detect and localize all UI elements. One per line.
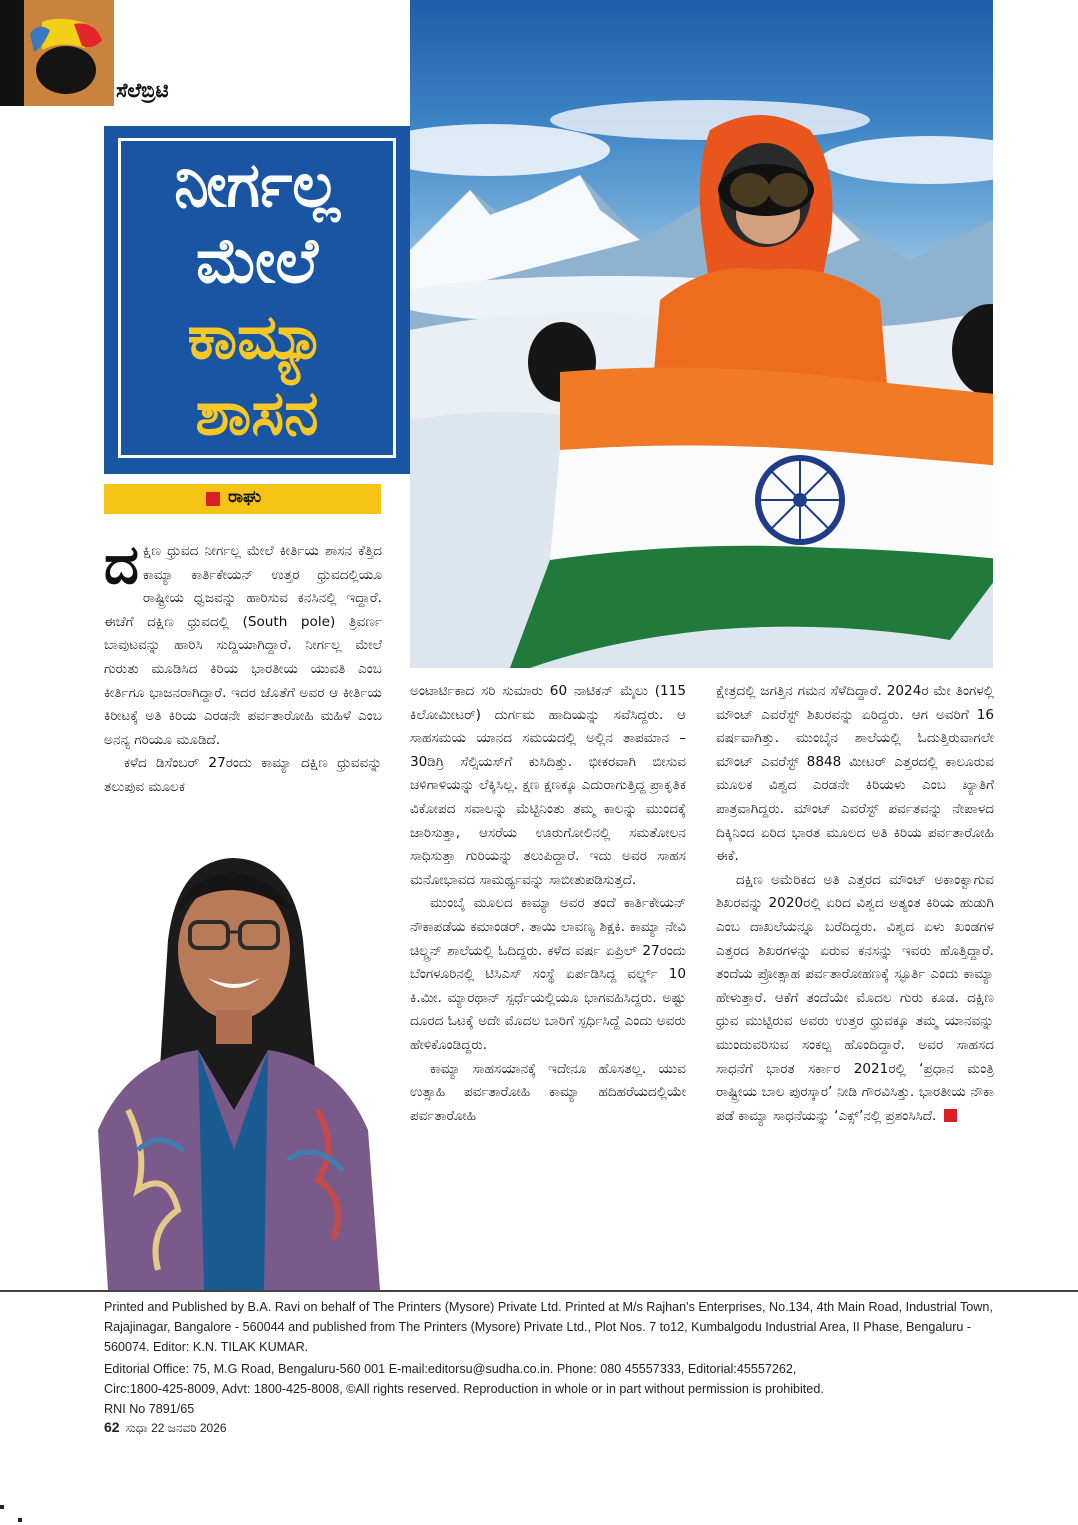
imprint-editorial-office: Editorial Office: 75, M.G Road, Bengaluru-560 001 E-mail:editorsu@sudha.co.in. Phone: 080 45557333, Editorial:45557262, bbox=[104, 1362, 797, 1376]
drop-cap: ದ bbox=[104, 533, 139, 596]
print-imprint bbox=[104, 1297, 994, 1419]
headline-line-1: ನೀರ್ಗಲ್ಲ bbox=[174, 148, 340, 221]
paragraph: ಕಳೆದ ಡಿಸೆಂಬರ್ 27ರಂದು ಕಾಮ್ಯಾ ದಕ್ಷಿಣ ಧ್ರುವವನ್ನು ತಲುಪುವ ಮೂಲಕ bbox=[104, 755, 382, 795]
author-name: ರಾಘು bbox=[228, 487, 262, 507]
article-column-1 bbox=[104, 533, 382, 800]
paragraph bbox=[104, 533, 382, 752]
red-square-icon bbox=[944, 1109, 957, 1122]
crop-mark bbox=[0, 1505, 4, 1509]
article-column-3 bbox=[716, 680, 994, 1128]
article-column-2 bbox=[410, 680, 686, 1128]
headline-block bbox=[104, 126, 410, 474]
page-folio bbox=[104, 1419, 227, 1436]
footer-rule bbox=[0, 1290, 1078, 1292]
hero-photo-mountaineer-with-flag bbox=[410, 0, 993, 668]
paragraph-text: ದಕ್ಷಿಣ ಅಮೆರಿಕದ ಅತಿ ಎತ್ತರದ ಮೌಂಟ್ ಅಕಾಂಕ್ವಾಗುವ ಶಿಖರವನ್ನು 2020ರಲ್ಲಿ ಏರಿದ ವಿಶ್ವದ ಅತ್ಯಂತ ಕಿರಿಯ ಹುಡುಗಿ ಎಂಬ ದಾಖಲೆಯನ್ನೂ ಬರೆದಿದ್ದರು. ವಿಶ್ವದ ಏಳು ಖಂಡಗಳ ಎತ್ತರದ ಶಿಖರಗಳನ್ನು ಏರುವ ಕನಸನ್ನು ಇವರು ಹೊತ್ತಿದ್ದಾರೆ. ತಂದೆಯ ಪ್ರೋತ್ಸಾಹ ಪರ್ವತಾರೋಹಣಕ್ಕೆ ಸ್ಫೂರ್ತಿ ಎಂದು ಕಾಮ್ಯಾ ಹೇಳುತ್ತಾರೆ. ಆಕೆಗೆ ತಂದೆಯೇ ಮೊದಲ ಗುರು ಕೂಡ. ದಕ್ಷಿಣ ಧ್ರುವ ಮುಟ್ಟಿರುವ ಅವರು ಉತ್ತರ ಧ್ರುವಕ್ಕೂ ತಮ್ಮ ಯಾನವನ್ನು ಮುಂದುವರಿಸುವ ಸಂಕಲ್ಪ ಹೊಂದಿದ್ದಾರೆ. ಅವರ ಸಾಹಸದ ಸಾಧನೆಗೆ ಭಾರತ ಸರ್ಕಾರ 2021ರಲ್ಲಿ ‘ಪ್ರಧಾನ ಮಂತ್ರಿ ರಾಷ್ಟ್ರೀಯ ಬಾಲ ಪುರಸ್ಕಾರ’ ನೀಡಿ ಗೌರವಿಸಿತ್ತು. ಭಾರತೀಯ ನೌಕಾ ಪಡೆ ಕಾಮ್ಯಾ ಸಾಧನೆಯನ್ನು ‘ಎಕ್ಸ್’ನಲ್ಲಿ ಪ್ರಶಂಸಿಸಿದೆ. bbox=[716, 871, 994, 1124]
headline-line-4: ಶಾಸನ bbox=[195, 376, 319, 449]
red-square-icon bbox=[206, 492, 220, 506]
magazine-date: ಸುಧಾ 22 ಜನವರಿ 2026 bbox=[125, 1421, 227, 1435]
imprint-rni: RNI No 7891/65 bbox=[104, 1402, 195, 1416]
sudha-logo-icon bbox=[24, 0, 114, 106]
paragraph bbox=[716, 869, 994, 1129]
paragraph: ಕ್ಷೇತ್ರದಲ್ಲಿ ಜಗತ್ತಿನ ಗಮನ ಸೆಳೆದಿದ್ದಾರೆ. 2024ರ ಮೇ ತಿಂಗಳಲ್ಲಿ ಮೌಂಟ್ ಎವರೆಸ್ಟ್ ಶಿಖರವನ್ನು ಏರಿದ್ದರು. ಆಗ ಅವರಿಗೆ 16 ವರ್ಷವಾಗಿತ್ತು. ಮುಂಬೈನ ಶಾಲೆಯಲ್ಲಿ ಓದುತ್ತಿರುವಾಗಲೇ ಮೌಂಟ್ ಎವರೆಸ್ಟ್ 8848 ಮೀಟರ್ ಎತ್ತರದಲ್ಲಿ ಕಾಲೂರುವ ಮೂಲಕ ವಿಶ್ವದ ಎರಡನೇ ಕಿರಿಯಳು ಎಂಬ ಖ್ಯಾತಿಗೆ ಪಾತ್ರವಾಗಿದ್ದರು. ಮೌಂಟ್ ಎವರೆಸ್ಟ್ ಪರ್ವತವನ್ನು ನೇಪಾಳದ ದಿಕ್ಕಿನಿಂದ ಏರಿದ ಭಾರತ ಮೂಲದ ಅತಿ ಕಿರಿಯ ಪರ್ವತಾರೋಹಿ ಈಕೆ. bbox=[716, 683, 994, 865]
byline-bar bbox=[104, 484, 381, 514]
paragraph: ಅಂಟಾರ್ಟಿಕಾದ ಸರಿ ಸುಮಾರು 60 ನಾಟಿಕನ್ ಮೈಲು (115 ಕಿಲೋಮೀಟರ್) ದುರ್ಗಮ ಹಾದಿಯನ್ನು ಸವೆಸಿದ್ದರು. ಆ ಸಾಹಸಮಯ ಯಾನದ ಸಮಯದಲ್ಲಿ ಅಲ್ಲಿನ ತಾಪಮಾನ –30ಡಿಗ್ರಿ ಸೆಲ್ಸಿಯಸ್‌ಗೆ ಕುಸಿದಿತ್ತು. ಭೀಕರವಾಗಿ ಬೀಸುವ ಚಳಿಗಾಳಿಯನ್ನು ಲೆಕ್ಕಿಸಿಲ್ಲ. ಕ್ಷಣ ಕ್ಷಣಕ್ಕೂ ಎದುರಾಗುತ್ತಿದ್ದ ಪ್ರಾಕೃತಿಕ ವಿಕೋಪದ ಸವಾಲನ್ನು ಮೆಟ್ಟಿನಿಂತು ತಮ್ಮ ಕಾಲನ್ನು ಮುಂದಕ್ಕೆ ಜಾರಿಸುತ್ತಾ, ಆಸರೆಯ ಊರುಗೋಲಿನಲ್ಲಿ ಸಮತೋಲನ ಸಾಧಿಸುತ್ತಾ ಗುರಿಯನ್ನು ತಲುಪಿದ್ದಾರೆ. ಇದು ಅವರ ಸಾಹಸ ಮನೋಭಾವದ ಸಾಮರ್ಥ್ಯವನ್ನು ಸಾಬೀತುಪಡಿಸುತ್ತದೆ. bbox=[410, 683, 686, 888]
paragraph: ಮುಂಬೈ ಮೂಲದ ಕಾಮ್ಯಾ ಅವರ ತಂದೆ ಕಾರ್ತಿಕೇಯನ್ ನೌಕಾಪಡೆಯ ಕಮಾಂಡರ್. ತಾಯಿ ಲಾವಣ್ಯ ಶಿಕ್ಷಕಿ. ಕಾಮ್ಯಾ ನೇವಿ ಚಿಲ್ಡ್ರನ್ ಶಾಲೆಯಲ್ಲಿ ಓದಿದ್ದರು. ಕಳೆದ ವರ್ಷ ಏಪ್ರಿಲ್ 27ರಂದು ಬೆಂಗಳೂರಿನಲ್ಲಿ ಟಿಸಿಎಸ್ ಸಂಸ್ಥೆ ಏರ್ಪಡಿಸಿದ್ದ ವರ್ಲ್ಡ್ 10 ಕಿ.ಮೀ. ಮ್ಯಾರಥಾನ್ ಸ್ಪರ್ಧೆಯಲ್ಲಿಯೂ ಭಾಗವಹಿಸಿದ್ದರು. ಅಷ್ಟು ದೂರದ ಓಟಕ್ಕೆ ಅದೇ ಮೊದಲ ಬಾರಿಗೆ ಸ್ಪರ್ಧಿಸಿದ್ದೆ ಎಂದು ಅವರು ಹೇಳಿಕೊಂಡಿದ್ದರು. bbox=[410, 895, 686, 1053]
paragraph: ಕಾಮ್ಯಾ ಸಾಹಸಯಾನಕ್ಕೆ ಇದೇನೂ ಹೊಸತಲ್ಲ. ಯುವ ಉತ್ಸಾಹಿ ಪರ್ವತಾರೋಹಿ ಕಾಮ್ಯಾ ಹದಿಹರೆಯದಲ್ಲಿಯೇ ಪರ್ವತಾರೋಹಿ bbox=[410, 1060, 686, 1124]
imprint-publisher: Printed and Published by B.A. Ravi on behalf of The Printers (Mysore) Private Ltd. Printed at M/s Rajhan's Enterprises, No.134, 4th Main Road, Industrial Town, Rajajinagar, Bangalore - 560044 and published from The Printers (Mysore) Private Ltd., Plot Nos. 7 to12, Kumbalgodu Industrial Area, II Phase, Bengaluru - 560074. Editor: K.N. TILAK KUMAR. bbox=[104, 1300, 993, 1354]
paragraph-text: ಕ್ಷಿಣ ಧ್ರುವದ ನೀರ್ಗಲ್ಲ ಮೇಲೆ ಕೀರ್ತಿಯ ಶಾಸನ ಕೆತ್ತಿದ ಕಾಮ್ಯಾ ಕಾರ್ತಿಕೇಯನ್ ಉತ್ತರ ಧ್ರುವದಲ್ಲಿಯೂ ರಾಷ್ಟ್ರೀಯ ಧ್ವಜವನ್ನು ಹಾರಿಸುವ ಕನಸಿನಲ್ಲಿ ಇದ್ದಾರೆ. ಈಚೆಗೆ ದಕ್ಷಿಣ ಧ್ರುವದಲ್ಲಿ (South pole) ತ್ರಿವರ್ಣ ಬಾವುಟವನ್ನು ಹಾರಿಸಿ ಸುದ್ದಿಯಾಗಿದ್ದಾರೆ. ನೀರ್ಗಲ್ಲ ಮೇಲೆ ಗುರುತು ಮೂಡಿಸಿದ ಕಿರಿಯ ಭಾರತೀಯ ಯುವತಿ ಎಂಬ ಕೀರ್ತಿಗೂ ಭಾಜನರಾಗಿದ್ದಾರೆ. ಇದರ ಜೊತೆಗೆ ಅವರ ಆ ಕೀರ್ತಿಯ ಕಿರೀಟಕ್ಕೆ ಅತಿ ಕಿರಿಯ ಎರಡನೇ ಪರ್ವತಾರೋಹಿ ಮಹಿಳೆ ಎಂಬ ಅನನ್ಯ ಗರಿಯೂ ಮೂಡಿದೆ. bbox=[104, 543, 382, 748]
portrait-photo bbox=[68, 850, 394, 1290]
crop-mark bbox=[18, 1518, 22, 1522]
section-label: ಸೆಲೆಬ್ರಿಟಿ bbox=[116, 78, 169, 102]
headline-line-2: ಮೇಲೆ bbox=[196, 224, 318, 297]
imprint-contacts: Circ:1800-425-8009, Advt: 1800-425-8008, ©All rights reserved. Reproduction in whole or in part without permission is prohibited. bbox=[104, 1382, 824, 1396]
logo-strip bbox=[0, 0, 24, 106]
headline-line-3: ಕಾಮ್ಯಾ bbox=[187, 300, 327, 373]
headline-frame bbox=[118, 138, 396, 458]
page-number: 62 bbox=[104, 1419, 120, 1435]
